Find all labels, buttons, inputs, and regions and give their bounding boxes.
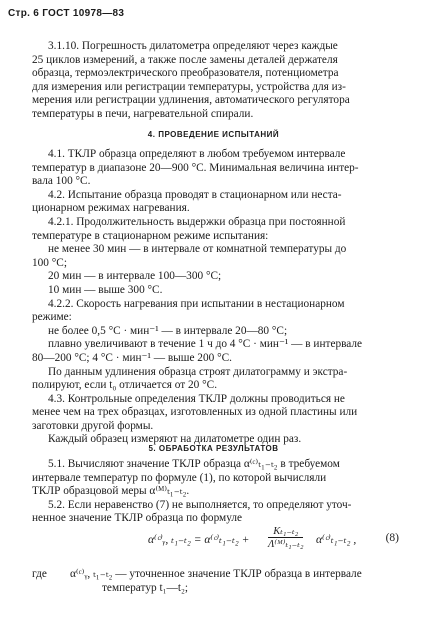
text-line: 25 циклов измерений, а также после замены деталей держателя bbox=[32, 53, 338, 66]
text-line: ТКЛР образцовой меры α⁽ᴹ⁾ₜ₁₋ₜ₂. bbox=[32, 485, 190, 498]
text-line: вала 100 °С. bbox=[32, 175, 91, 188]
text-line: 4.3. Контрольные определения ТКЛР должны проводиться не bbox=[48, 392, 345, 405]
text-line: 4.2. Испытание образца проводят в стационарном или неста- bbox=[48, 188, 342, 201]
paragraph-3-1-10 bbox=[32, 40, 397, 122]
text-line: 20 мин — в интервале 100—300 °С; bbox=[48, 270, 222, 283]
text-line: ционарном режимах нагревания. bbox=[32, 202, 190, 215]
text-line: не более 0,5 °С · мин⁻¹ — в интервале 20—80 °С; bbox=[48, 324, 288, 337]
text-line: 5.1. Вычисляют значение ТКЛР образца α⁽ᶜ⁾ₜ₁₋ₜ₂ в требуемом bbox=[48, 458, 340, 470]
where-word: где bbox=[32, 568, 47, 580]
text-line: полируют, если t₀ отличается от 20 °С. bbox=[32, 379, 218, 392]
text-line: 100 °С; bbox=[32, 256, 67, 269]
where-clause bbox=[32, 568, 362, 595]
text-line: образца, термоэлектрического преобразователя, потенциометра bbox=[32, 67, 339, 80]
text-line: температуре в стационарном режиме испытания: bbox=[32, 229, 269, 242]
section-4-title: 4. ПРОВЕДЕНИЕ ИСПЫТАНИЙ bbox=[147, 130, 280, 139]
text-line: режиме: bbox=[32, 311, 72, 324]
formula-number: (8) bbox=[385, 532, 399, 544]
section-4-body bbox=[32, 148, 397, 447]
formula-fraction bbox=[268, 525, 303, 550]
text-line: 4.2.2. Скорость нагревания при испытании в нестационарном bbox=[48, 297, 345, 310]
formula-denominator: Λ⁽ᴹ⁾ₜ₁₋ₜ₂ bbox=[268, 539, 304, 550]
text-line: для измерения или регистрации температуры, устройства для из- bbox=[32, 80, 346, 93]
formula-8 bbox=[0, 523, 427, 559]
text-line: температур в диапазоне 20—900 °С. Минимальная величина интер- bbox=[32, 161, 359, 174]
formula-numerator: Kₜ₁₋ₜ₂ bbox=[268, 525, 303, 538]
text-line: Каждый образец измеряют на дилатометре один раз. bbox=[48, 433, 302, 446]
section-5-title: 5. ОБРАБОТКА РЕЗУЛЬТАТОВ bbox=[148, 444, 279, 453]
text-line: 10 мин — выше 300 °С. bbox=[48, 283, 163, 296]
text-line: 4.1. ТКЛР образца определяют в любом требуемом интервале bbox=[48, 148, 346, 160]
text-line: температуры в печи, нагревательной спирали. bbox=[32, 107, 254, 120]
text-line: интервале температур по формуле (1), по которой вычисляли bbox=[32, 471, 327, 484]
formula-right-side: α⁽ᶜ⁾ₜ₁₋ₜ₂ , bbox=[316, 534, 357, 546]
text-line: не менее 30 мин — в интервале от комнатной температуры до bbox=[48, 243, 347, 256]
text-line: 3.1.10. Погрешность дилатометра определяют через каждые bbox=[48, 40, 338, 52]
where-definition-cont: температур t₁—t₂; bbox=[102, 581, 189, 594]
text-line: 5.2. Если неравенство (7) не выполняется, то определяют уточ- bbox=[48, 498, 352, 511]
page-header: Стр. 6 ГОСТ 10978—83 bbox=[8, 8, 125, 19]
formula-left-side: α⁽ᶜ⁾ᵧ, ₜ₁₋ₜ₂ = α⁽ᶜ⁾ₜ₁₋ₜ₂ + bbox=[148, 534, 250, 546]
text-line: мерения или регистрации удлинения, автоматического регулятора bbox=[32, 94, 350, 107]
text-line: ненное значение ТКЛР образца по формуле bbox=[32, 512, 242, 525]
section-5-body bbox=[32, 458, 397, 526]
text-line: менее чем на трех образцах, изготовленных из одной пластины или bbox=[32, 406, 358, 419]
text-line: По данным удлинения образца строят дилатограмму и экстра- bbox=[48, 365, 348, 378]
text-line: заготовки другой формы. bbox=[32, 419, 154, 432]
text-line: 4.2.1. Продолжительность выдержки образца при постоянной bbox=[48, 215, 346, 228]
where-definition: α⁽ᶜ⁾ᵧ, ₜ₁₋ₜ₂ — уточненное значение ТКЛР образца в интервале bbox=[70, 568, 362, 580]
text-line: 80—200 °С; 4 °С · мин⁻¹ — выше 200 °С. bbox=[32, 351, 232, 364]
text-line: плавно увеличивают в течение 1 ч до 4 °С · мин⁻¹ — в интервале bbox=[48, 338, 363, 351]
